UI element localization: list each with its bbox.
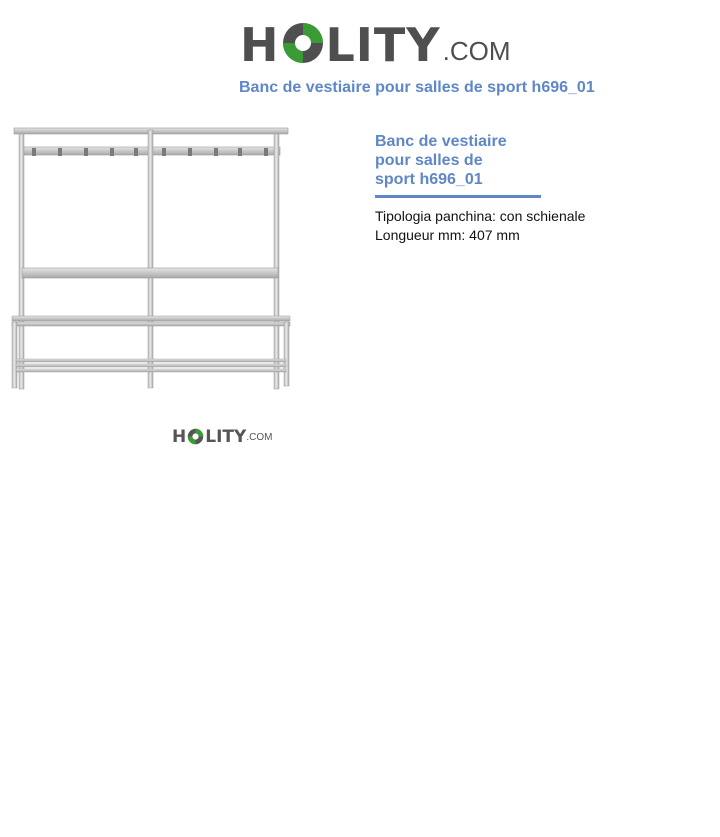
spec-value: 407 mm: [469, 227, 520, 243]
logo-letter-h: H: [240, 18, 280, 72]
logo-tld: .COM: [442, 36, 511, 66]
watermark-tld: .COM: [246, 432, 273, 443]
watermark-letter-h: H: [172, 427, 187, 447]
brand-logo: [240, 12, 511, 72]
spec-label: Tipologia panchina:: [375, 208, 496, 224]
page-title: Banc de vestiaire pour salles de sport h696_01: [239, 79, 595, 96]
watermark-letters: LITY: [205, 427, 247, 447]
product-image: [6, 122, 296, 397]
product-title: Banc de vestiaire pour salles de sport h696_01: [375, 133, 507, 188]
spec-row: [375, 226, 675, 245]
image-watermark: [172, 424, 272, 446]
logo-o-mark-icon: [281, 21, 325, 65]
product-info: [375, 132, 675, 245]
watermark-o-mark-icon: [187, 428, 204, 445]
logo-letters: LITY: [325, 18, 441, 72]
spec-row: [375, 207, 675, 226]
title-divider: [375, 195, 541, 198]
spec-value: con schienale: [499, 208, 586, 224]
spec-label: Longueur mm:: [375, 227, 466, 243]
